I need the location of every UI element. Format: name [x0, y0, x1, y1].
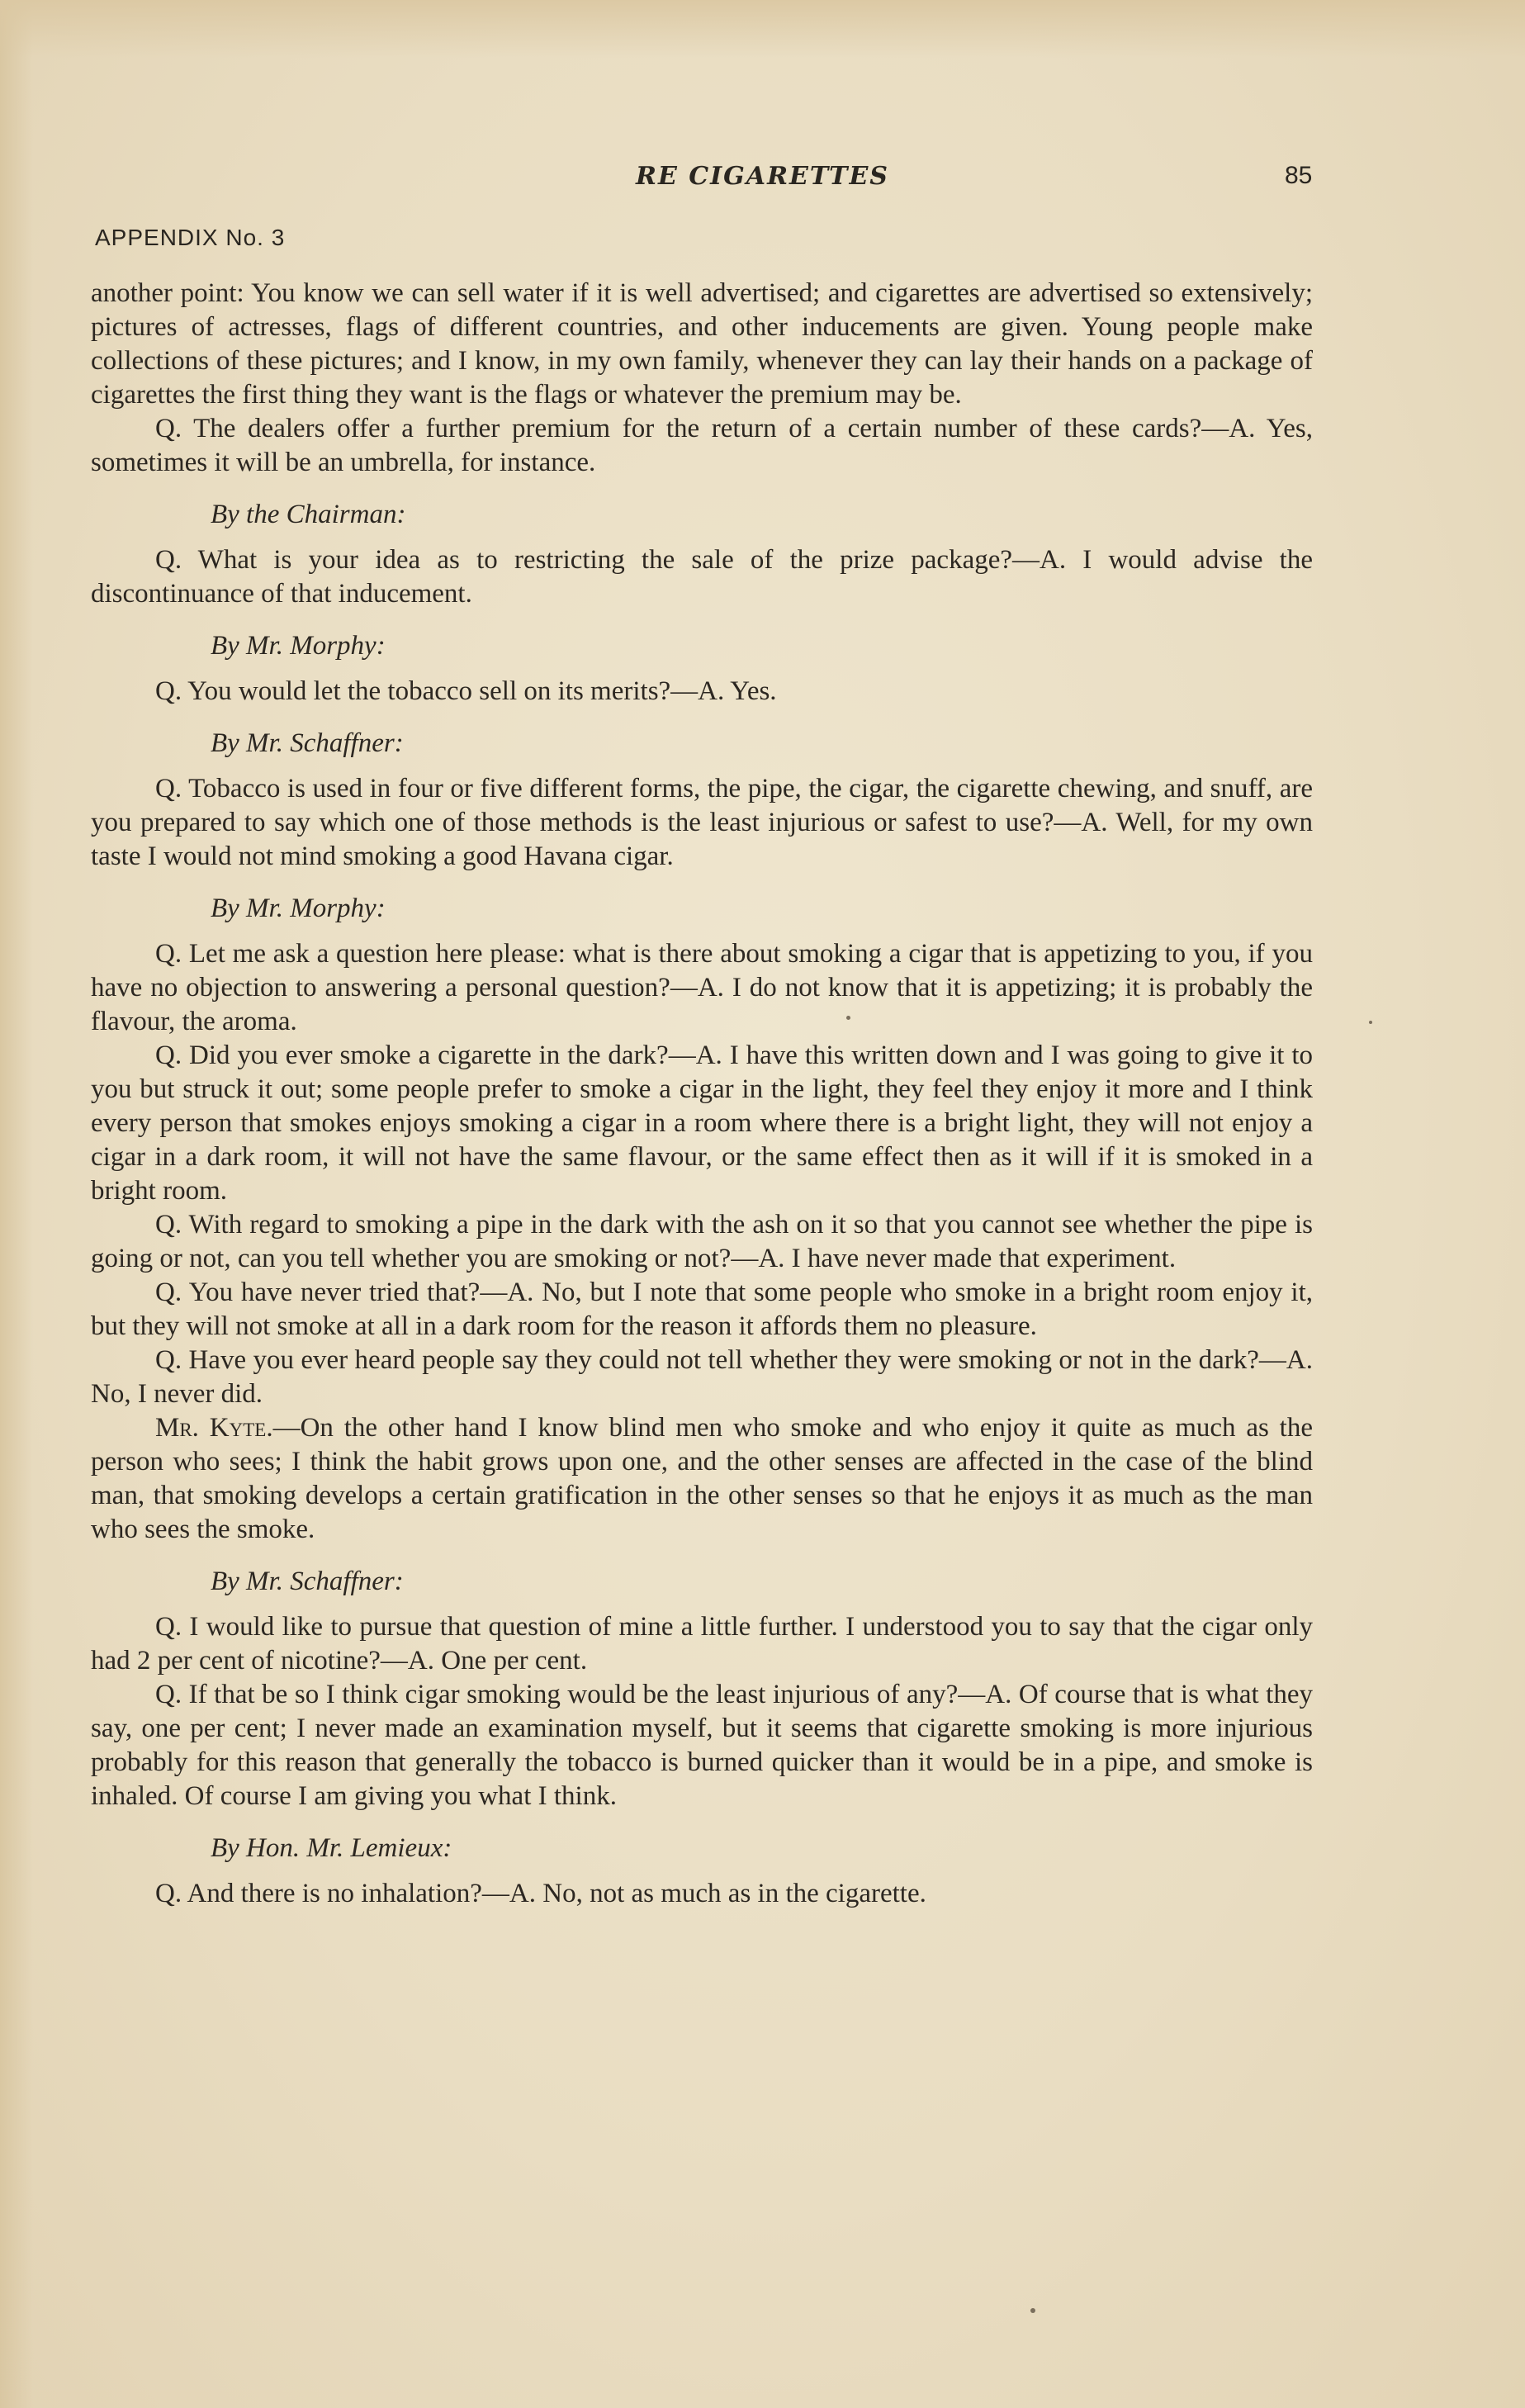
paragraph: Q. You would let the tobacco sell on its merits?—A. Yes.	[155, 676, 777, 706]
speaker-heading: By Mr. Schaffner:	[211, 1567, 404, 1596]
body-text	[91, 277, 1313, 1911]
paragraph: Q. If that be so I think cigar smoking would be the least injurious of any?—A. Of course that is what they say, one per cent; I never made an examination myself, but it seems that cigarette smoking is more injurious probably for this reason that generally the tobacco is burned quicker than it would be in a pipe, and smoke is inhaled. Of course I am giving you what I think.	[91, 1680, 1313, 1811]
paragraph: Q. And there is no inhalation?—A. No, not as much as in the cigarette.	[155, 1879, 926, 1908]
paragraph: Q. Tobacco is used in four or five different forms, the pipe, the cigar, the cigarette chewing, and snuff, are you prepared to say which one of those methods is the least injurious or safest to use?—A. Well, for my own taste I would not mind smoking a good Havana cigar.	[91, 774, 1313, 871]
page-number: 85	[1285, 162, 1313, 189]
speaker-heading: By Mr. Schaffner:	[211, 728, 404, 758]
speaker-heading: By Mr. Morphy:	[211, 631, 386, 661]
paragraph: Q. Have you ever heard people say they could not tell whether they were smoking or not in the dark?—A. No, I never did.	[91, 1345, 1313, 1409]
running-header-title: RE CIGARETTES	[636, 162, 889, 191]
paragraph: Q. You have never tried that?—A. No, but I note that some people who smoke in a bright room enjoy it, but they will not smoke at all in a dark room for the reason it affords them no pleasure.	[91, 1277, 1313, 1341]
paragraph: Q. Let me ask a question here please: what is there about smoking a cigar that is appetizing to you, if you have no objection to answering a personal question?—A. I do not know that it is appetizing; it is probably the flavour, the aroma.	[91, 939, 1313, 1036]
paragraph-text: —On the other hand I know blind men who smoke and who enjoy it quite as much as the person who sees; I think the habit grows upon one, and the other senses are affected in the case of the blind man, that smoking develops a certain gratification in the other senses so that he enjoys it as much as the man who sees the smoke.	[91, 1413, 1313, 1544]
paper-speck	[846, 1016, 850, 1020]
paragraph: Q. What is your idea as to restricting the sale of the prize package?—A. I would advise the discontinuance of that inducement.	[91, 545, 1313, 609]
speaker-heading: By the Chairman:	[211, 500, 406, 529]
page-top-shadow	[0, 0, 1525, 58]
page-edge-shadow	[0, 0, 33, 2408]
appendix-label: APPENDIX No. 3	[95, 225, 286, 250]
speaker-heading: By Hon. Mr. Lemieux:	[211, 1833, 452, 1863]
paragraph: Q. I would like to pursue that question of mine a little further. I understood you to say that the cigar only had 2 per cent of nicotine?—A. One per cent.	[91, 1612, 1313, 1676]
paper-speck	[1369, 1021, 1372, 1024]
paragraph: Q. With regard to smoking a pipe in the dark with the ash on it so that you cannot see whether the pipe is going or not, can you tell whether you are smoking or not?—A. I have never made that experiment.	[91, 1210, 1313, 1273]
speaker-name-smallcaps: Mr. Kyte.	[155, 1413, 273, 1443]
paragraph: another point: You know we can sell water if it is well advertised; and cigarettes are advertised so extensively; pictures of actresses, flags of different countries, and other inducements are given. Young people make collections of these pictures; and I know, in my own family, whenever they can lay their hands on a package of cigarettes the first thing they want is the flags or whatever the premium may be.	[91, 278, 1313, 410]
paragraph: Q. Did you ever smoke a cigarette in the dark?—A. I have this written down and I was going to give it to you but struck it out; some people prefer to smoke a cigar in the light, they feel they enjoy it more and I think every person that smokes enjoys smoking a cigar in a room where there is a bright light, they will not enjoy a cigar in a dark room, it will not have the same flavour, or the same effect then as it will if it is smoked in a bright room.	[91, 1040, 1313, 1206]
paragraph-kyte	[91, 1411, 1313, 1547]
paper-speck	[1030, 2308, 1035, 2313]
speaker-heading: By Mr. Morphy:	[211, 894, 386, 923]
paragraph: Q. The dealers offer a further premium for the return of a certain number of these cards?—A. Yes, sometimes it will be an umbrella, for instance.	[91, 414, 1313, 477]
